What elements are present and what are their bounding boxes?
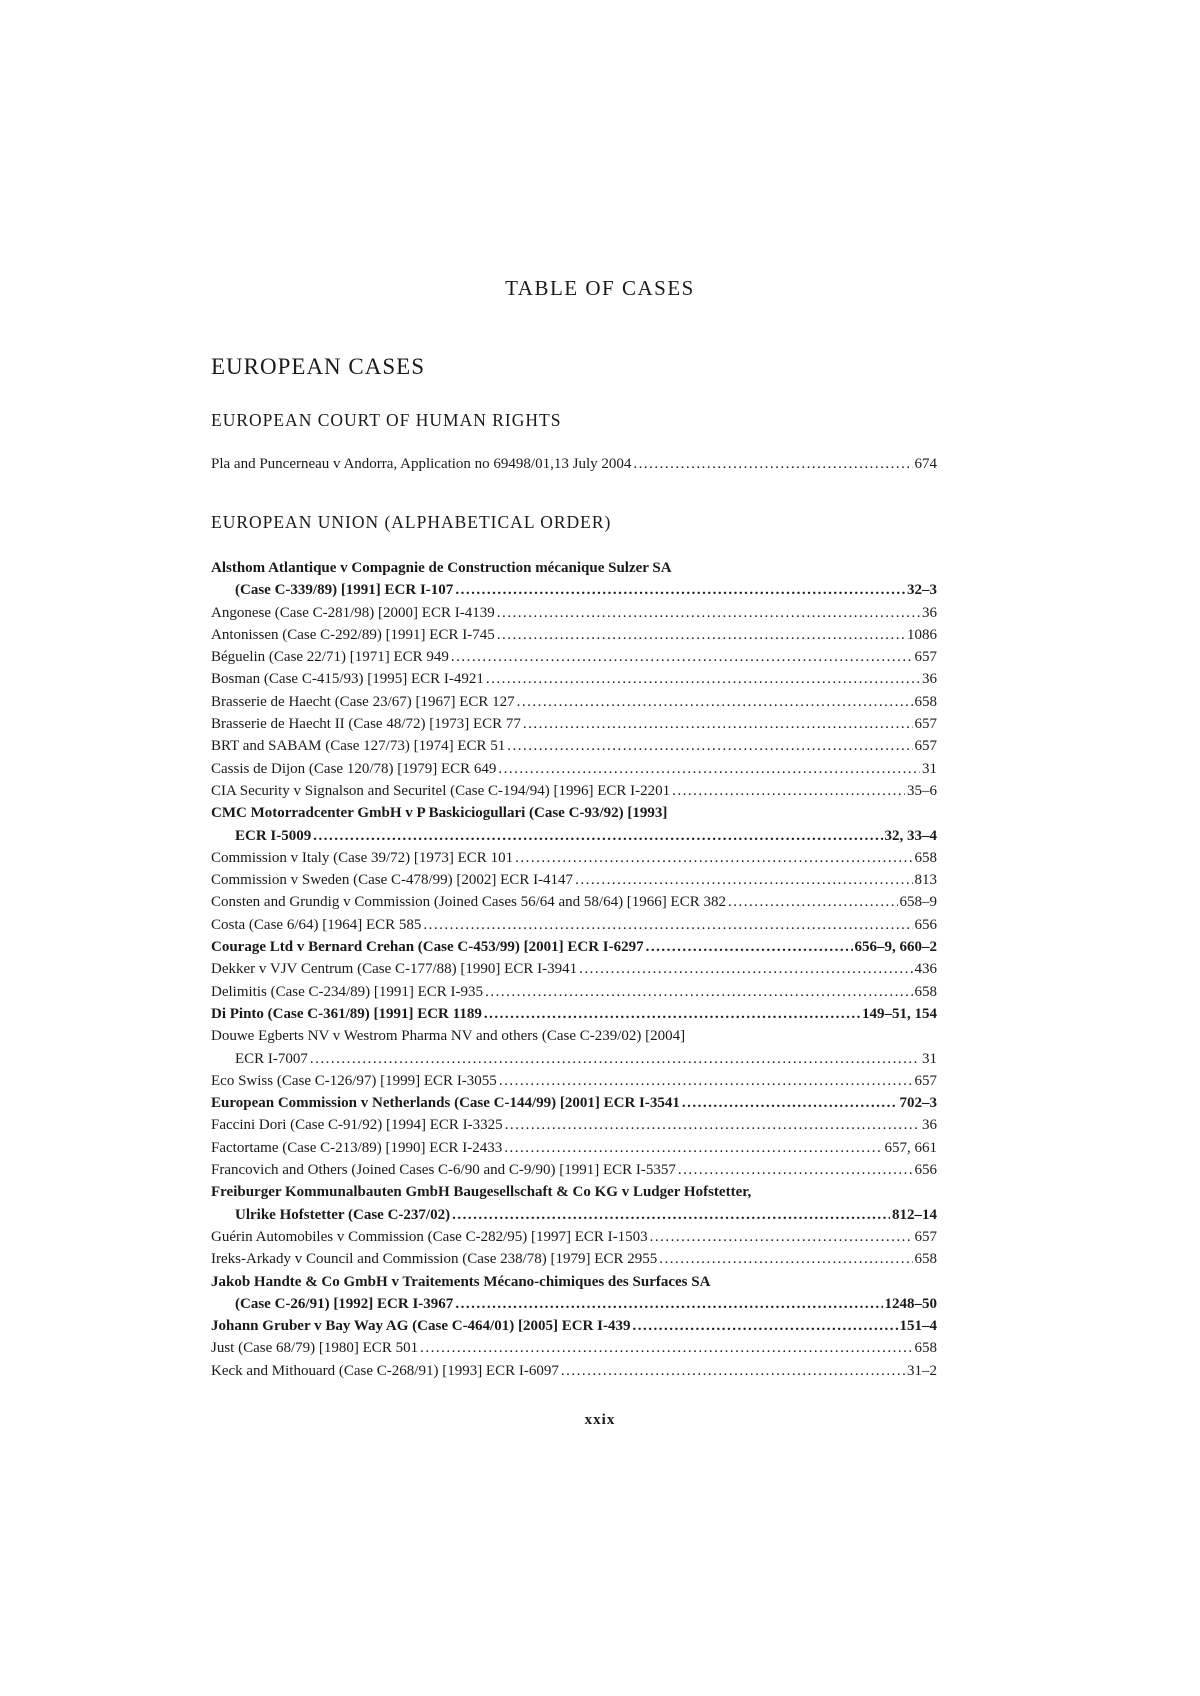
case-entry [211, 1204, 937, 1226]
page-reference: 658–9 [899, 894, 937, 911]
case-entry [211, 1337, 937, 1359]
page-reference: 36 [922, 671, 937, 688]
case-entry [211, 847, 937, 869]
case-citation: Delimitis (Case C-234/89) [1991] ECR I-935 [211, 983, 484, 1000]
case-citation: Factortame (Case C-213/89) [1990] ECR I-2433 [211, 1139, 503, 1156]
case-entry [211, 1271, 937, 1293]
dot-leader [310, 1048, 920, 1070]
dot-leader [504, 1137, 882, 1159]
dot-leader [646, 936, 853, 958]
dot-leader [728, 891, 898, 913]
case-citation: Antonissen (Case C-292/89) [1991] ECR I-745 [211, 626, 495, 643]
case-citation: Jakob Handte & Co GmbH v Traitements Mécano-chimiques des Surfaces SA [211, 1273, 711, 1290]
case-entry [211, 557, 937, 579]
dot-leader [455, 1293, 882, 1315]
page-reference: 812–14 [892, 1206, 937, 1223]
case-entry [211, 1181, 937, 1203]
case-entry [211, 1092, 937, 1114]
case-entry [211, 691, 937, 713]
case-citation: CMC Motorradcenter GmbH v P Baskiciogullari (Case C-93/92) [1993] [211, 805, 668, 822]
case-entry [211, 579, 937, 601]
page-reference: 702–3 [899, 1095, 937, 1112]
dot-leader [498, 758, 920, 780]
page-reference: 151–4 [899, 1318, 937, 1335]
dot-leader [579, 958, 912, 980]
case-citation: Commission v Italy (Case 39/72) [1973] ECR 101 [211, 849, 514, 866]
page-reference: 35–6 [907, 782, 937, 799]
case-entry [211, 713, 937, 735]
case-entry [211, 1003, 937, 1025]
case-citation: Douwe Egberts NV v Westrom Pharma NV and others (Case C-239/02) [2004] [211, 1028, 686, 1045]
case-list-echr [211, 453, 937, 475]
page-title: TABLE OF CASES [505, 276, 695, 300]
case-citation: Just (Case 68/79) [1980] ECR 501 [211, 1340, 419, 1357]
case-entry [211, 958, 937, 980]
dot-leader [485, 981, 912, 1003]
case-entry [211, 891, 937, 913]
dot-leader [517, 691, 913, 713]
dot-leader [486, 668, 920, 690]
case-citation: Di Pinto (Case C-361/89) [1991] ECR 1189 [211, 1005, 482, 1022]
case-entry [211, 1137, 937, 1159]
case-entry [211, 1293, 937, 1315]
case-citation: Angonese (Case C-281/98) [2000] ECR I-4139 [211, 604, 495, 621]
dot-leader [507, 735, 912, 757]
page-reference: 149–51, 154 [862, 1005, 937, 1022]
case-citation: (Case C-26/91) [1992] ECR I-3967 [235, 1295, 454, 1312]
page-reference: 658 [914, 849, 937, 866]
case-entry [211, 1025, 937, 1047]
dot-leader [499, 1070, 913, 1092]
page-number: xxix [584, 1412, 616, 1428]
case-citation: Courage Ltd v Bernard Crehan (Case C-453/99) [2001] ECR I-6297 [211, 939, 644, 956]
case-entry [211, 1159, 937, 1181]
page-reference: 657 [914, 738, 937, 755]
page-reference: 32–3 [907, 582, 937, 599]
page-reference: 36 [922, 1117, 937, 1134]
page-reference: 656–9, 660–2 [854, 939, 937, 956]
case-entry [211, 735, 937, 757]
case-entry [211, 453, 937, 475]
case-entry [211, 780, 937, 802]
case-citation: Commission v Sweden (Case C-478/99) [2002] ECR I-4147 [211, 872, 574, 889]
case-citation: Ireks-Arkady v Council and Commission (Case 238/78) [1979] ECR 2955 [211, 1251, 658, 1268]
dot-leader [484, 1003, 860, 1025]
dot-leader [455, 579, 905, 601]
case-citation: Johann Gruber v Bay Way AG (Case C-464/01) [2005] ECR I-439 [211, 1318, 631, 1335]
page-reference: 436 [914, 961, 937, 978]
case-entry [211, 981, 937, 1003]
dot-leader [682, 1092, 898, 1114]
dot-leader [650, 1226, 913, 1248]
page-reference: 1086 [907, 626, 937, 643]
dot-leader [632, 1315, 897, 1337]
case-citation: Brasserie de Haecht (Case 23/67) [1967] ECR 127 [211, 693, 515, 710]
case-citation: Keck and Mithouard (Case C-268/91) [1993] ECR I-6097 [211, 1362, 559, 1379]
case-entry [211, 802, 937, 824]
case-citation: European Commission v Netherlands (Case C-144/99) [2001] ECR I-3541 [211, 1095, 680, 1112]
case-entry [211, 1248, 937, 1270]
dot-leader [515, 847, 912, 869]
case-entry [211, 1360, 937, 1382]
case-citation: Francovich and Others (Joined Cases C-6/90 and C-9/90) [1991] ECR I-5357 [211, 1162, 676, 1179]
dot-leader [423, 914, 912, 936]
case-citation: Brasserie de Haecht II (Case 48/72) [1973] ECR 77 [211, 716, 521, 733]
dot-leader [497, 602, 920, 624]
dot-leader [672, 780, 905, 802]
dot-leader [452, 1204, 890, 1226]
case-entry [211, 1048, 937, 1070]
case-citation: Consten and Grundig v Commission (Joined Cases 56/64 and 58/64) [1966] ECR 382 [211, 894, 726, 911]
dot-leader [659, 1248, 912, 1270]
section-heading: EUROPEAN CASES [211, 354, 426, 379]
case-citation: Béguelin (Case 22/71) [1971] ECR 949 [211, 649, 449, 666]
case-citation: Ulrike Hofstetter (Case C-237/02) [235, 1206, 451, 1223]
case-list-eu [211, 557, 937, 1382]
page-reference: 31–2 [907, 1362, 937, 1379]
case-citation: Freiburger Kommunalbauten GmbH Baugesellschaft & Co KG v Ludger Hofstetter, [211, 1184, 752, 1201]
case-entry [211, 825, 937, 847]
dot-leader [313, 825, 882, 847]
dot-leader [678, 1159, 913, 1181]
case-citation: Faccini Dori (Case C-91/92) [1994] ECR I-3325 [211, 1117, 503, 1134]
page-reference: 657 [914, 716, 937, 733]
page-reference: 1248–50 [884, 1295, 937, 1312]
page-reference: 658 [914, 1251, 937, 1268]
case-citation: CIA Security v Signalson and Securitel (Case C-194/94) [1996] ECR I-2201 [211, 782, 671, 799]
case-citation: Guérin Automobiles v Commission (Case C-282/95) [1997] ECR I-1503 [211, 1228, 648, 1245]
case-entry [211, 1070, 937, 1092]
page-reference: 813 [914, 872, 937, 889]
case-entry [211, 869, 937, 891]
page-reference: 658 [914, 983, 937, 1000]
case-citation: Pla and Puncerneau v Andorra, Application no 69498/01,13 July 2004 [211, 456, 632, 472]
case-entry [211, 936, 937, 958]
case-citation: ECR I-5009 [235, 827, 312, 844]
case-citation: Bosman (Case C-415/93) [1995] ECR I-4921 [211, 671, 484, 688]
case-citation: Dekker v VJV Centrum (Case C-177/88) [1990] ECR I-3941 [211, 961, 578, 978]
page-reference: 674 [914, 456, 937, 472]
dot-leader [575, 869, 912, 891]
case-entry [211, 646, 937, 668]
page-reference: 31 [922, 760, 937, 777]
case-citation: Cassis de Dijon (Case 120/78) [1979] ECR 649 [211, 760, 497, 777]
case-citation: Costa (Case 6/64) [1964] ECR 585 [211, 916, 422, 933]
page-reference: 31 [922, 1050, 937, 1067]
case-entry [211, 1315, 937, 1337]
page-reference: 658 [914, 693, 937, 710]
dot-leader [420, 1337, 912, 1359]
page-reference: 658 [914, 1340, 937, 1357]
case-entry [211, 758, 937, 780]
dot-leader [633, 453, 912, 475]
page-reference: 36 [922, 604, 937, 621]
case-entry [211, 1226, 937, 1248]
page-reference: 32, 33–4 [884, 827, 937, 844]
case-citation: ECR I-7007 [235, 1050, 308, 1067]
dot-leader [451, 646, 913, 668]
case-entry [211, 914, 937, 936]
page-reference: 656 [914, 916, 937, 933]
page-reference: 656 [914, 1162, 937, 1179]
subsection-heading-eu: EUROPEAN UNION (ALPHABETICAL ORDER) [211, 512, 612, 532]
page-reference: 657, 661 [884, 1139, 937, 1156]
dot-leader [561, 1360, 905, 1382]
case-citation: BRT and SABAM (Case 127/73) [1974] ECR 51 [211, 738, 506, 755]
dot-leader [523, 713, 913, 735]
case-entry [211, 624, 937, 646]
case-citation: Eco Swiss (Case C-126/97) [1999] ECR I-3055 [211, 1072, 497, 1089]
subsection-heading-echr: EUROPEAN COURT OF HUMAN RIGHTS [211, 410, 562, 430]
dot-leader [497, 624, 905, 646]
page-reference: 657 [914, 1228, 937, 1245]
case-citation: Alsthom Atlantique v Compagnie de Construction mécanique Sulzer SA [211, 560, 672, 576]
page-reference: 657 [914, 1072, 937, 1089]
case-entry [211, 602, 937, 624]
dot-leader [505, 1114, 920, 1136]
case-entry [211, 1114, 937, 1136]
case-entry [211, 668, 937, 690]
page-reference: 657 [914, 649, 937, 666]
case-citation: (Case C-339/89) [1991] ECR I-107 [235, 582, 454, 599]
